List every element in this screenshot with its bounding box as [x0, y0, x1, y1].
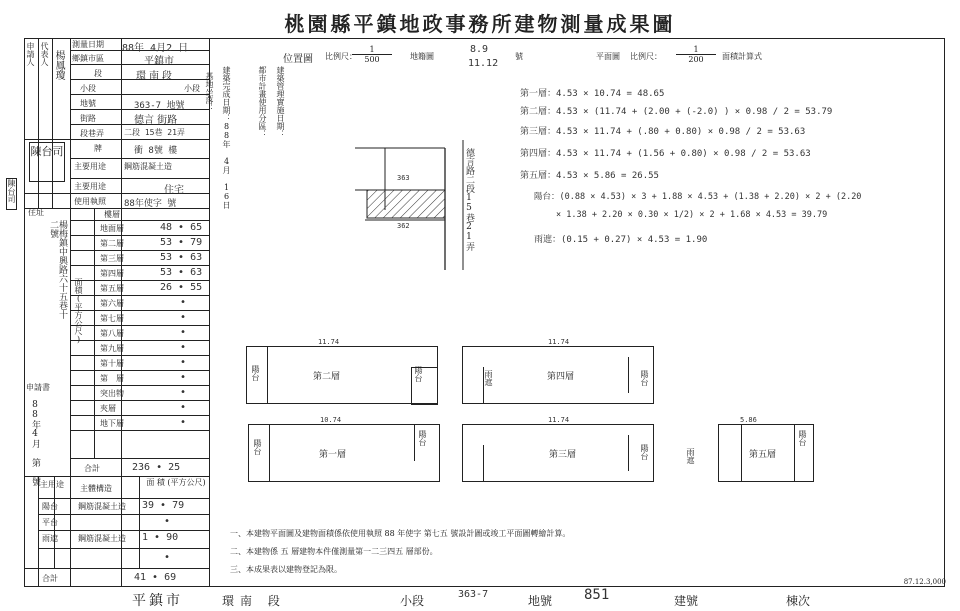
floor-row: 第十層 • [70, 355, 210, 371]
applicant-name: 楊鳳瓊 [53, 50, 64, 80]
plan-label: 平面圖 [596, 52, 620, 61]
lane-label: 段巷弄 [80, 129, 104, 138]
total-label: 合計 [84, 464, 100, 473]
location-scale: 1 500 [352, 45, 392, 64]
attached-total-label: 合計 [42, 574, 58, 583]
level-header: 樓層 [104, 210, 120, 219]
plan-label: 第三層 [549, 450, 577, 460]
version-code: 87.12.3,000 [903, 578, 946, 586]
note-2: 二、本建物係 五 層建物本件僅測量第一二三四五 層部份。 [230, 547, 438, 556]
floor-row: 夾層 • [70, 400, 210, 416]
completion-date: 建築完成日期：88年 4月 16日 [222, 66, 231, 209]
floor-row: 突出物 • [70, 385, 210, 401]
subsection-value: 小段 [184, 84, 200, 93]
footer-sheet-label: 棟次 [786, 594, 811, 608]
attached-struct: 鋼筋混凝土造 [78, 502, 126, 511]
doorno-label: 牌 [94, 144, 102, 153]
footer-bar [24, 587, 945, 609]
calc-line: × 1.38 + 2.20 × 0.30 × 1/2) × 2 + 1.68 × 4.53 = 39.79 [556, 210, 828, 220]
location-map-label: 位置圖 [283, 54, 313, 65]
applicant-label: 申請人 [26, 42, 35, 66]
note-1: 一、本建物平面圖及建物面積係依使用執照 88 年使字 第七五 號設計圖或竣工平面圖轉繪計算。 [230, 529, 571, 538]
map-no-top: 8.9 [470, 44, 489, 55]
section-value: 環南段 [136, 71, 175, 82]
floor-plan-2: 陽台 第二層 [246, 346, 438, 404]
name-stamp: 陳台司 [29, 142, 67, 186]
attached-use: 雨遮 [42, 534, 58, 543]
street-value: 德言 街路 [134, 115, 178, 126]
attached-use-header: 主用途 [40, 480, 64, 489]
permit-value: 88年使字 號 [124, 199, 177, 209]
floor-row: 第六層 • [70, 295, 210, 311]
city-value: 平鎮市 [144, 56, 174, 67]
attached-total-value: 41 • 69 [134, 572, 177, 583]
floor-row: 第九層 • [70, 340, 210, 356]
attached-use: 平台 [42, 518, 58, 527]
calc-line: 雨遮：(0.15 + 0.27) × 4.53 = 1.90 [534, 235, 708, 245]
area-calc-label: 面積計算式 [722, 52, 762, 61]
lot-b-label: 362 [397, 222, 410, 230]
footer-lot-label: 地號 [528, 594, 553, 608]
permit-label: 使用執照 [74, 197, 106, 206]
footer-lotno: 363-7 [458, 589, 489, 600]
street-label: 街路 [80, 114, 96, 123]
plan-label: 第一層 [319, 450, 347, 460]
struct-label: 主要用途 [74, 182, 106, 191]
applicant-address: 楊梅鎮中興路六十五巷十二號 [48, 220, 67, 319]
calc-line: 第一層：4.53 × 10.74 = 48.65 [520, 89, 665, 99]
floor-plan-3 [462, 424, 654, 482]
plan-scale: 1 200 [676, 45, 716, 64]
calc-line: 第二層：4.53 × (11.74 + (2.00 + (-2.0) ) × 0.98 / 2 = 53.79 [520, 107, 833, 117]
filing-label: 申請書 [26, 383, 50, 392]
base-location-label: 基地坐落： [205, 72, 214, 112]
survey-date-label: 測量日期 [72, 40, 104, 49]
floor-row: 第七層 • [70, 310, 210, 326]
road-label: 德言路二段15巷21弄 [464, 148, 474, 251]
mgmt-date-label: 建築管理實施日期： [276, 66, 285, 138]
main-use-label: 主要用途 [74, 162, 106, 171]
footer-city: 平鎮市 [132, 593, 183, 609]
city-label: 鄉鎮市區 [72, 54, 104, 63]
floor-row: 第 層 • [70, 370, 210, 386]
floor-row: 第三層 53 • 63 [70, 250, 210, 266]
filing-number: 88年4月 第 號 [30, 400, 40, 486]
attached-area: 39 • 79 [142, 500, 185, 511]
attached-area: • [164, 552, 171, 563]
doorno-value: 衝 8號 樓 [134, 146, 178, 156]
plan-label: 第二層 [313, 372, 341, 382]
floor-row: 第五層 26 • 55 [70, 280, 210, 296]
footer-section: 環南 段 [222, 594, 286, 608]
plan-dim: 5.86 [740, 416, 757, 424]
calc-line: 陽台：(0.88 × 4.53) × 3 + 1.88 × 4.53 + (1.38 + 2.20) × 2 + (2.20 [534, 192, 862, 202]
zoning-label: 都市計畫使用分區： [258, 66, 267, 138]
plan-dim: 10.74 [320, 416, 342, 424]
document-title: 桃園縣平鎮地政事務所建物測量成果圖 [284, 12, 676, 36]
representative-label: 代表人 [40, 42, 49, 66]
footer-bldg-no: 851 [584, 587, 610, 603]
subsection-label: 小段 [80, 84, 96, 93]
side-stamp: 陳台司 [6, 178, 22, 212]
plan-dim: 11.74 [318, 338, 340, 346]
cadastral-map-label: 地籍圖 [410, 52, 434, 61]
attached-struct-header: 主體構造 [80, 484, 112, 493]
plan-label: 第四層 [547, 372, 575, 382]
calc-line: 第五層：4.53 × 5.86 = 26.55 [520, 171, 659, 181]
lotno-value: 363-7 地號 [134, 101, 185, 111]
total-value: 236 • 25 [132, 462, 181, 473]
attached-area-header: 面 積 (平方公尺) [146, 478, 206, 487]
floor-row: 第八層 • [70, 325, 210, 341]
floor-plan-1: 陽台 第一層 [248, 424, 440, 482]
attached-use: 陽台 [42, 502, 58, 511]
attached-area: • [164, 516, 171, 527]
section-label: 段 [94, 69, 102, 78]
area-unit-label: 面積(平方公尺) [74, 278, 83, 344]
plan-scale-label: 比例尺： [630, 52, 662, 61]
floor-row: 地下層 • [70, 415, 210, 431]
left-info-panel [7, 38, 210, 587]
floor-row: 地面層 48 • 65 [70, 220, 210, 236]
attached-struct: 鋼筋混凝土造 [78, 534, 126, 543]
plan-label: 第五層 [749, 450, 777, 460]
lane-value: 二段 15巷 21弄 [124, 128, 185, 137]
footer-subsection: 小段 [400, 594, 425, 608]
main-use-value: 鋼筋混凝土造 [124, 162, 172, 171]
floor-row: 第四層 53 • 63 [70, 265, 210, 281]
map-no-label: 號 [515, 52, 523, 61]
attached-area: 1 • 90 [142, 532, 179, 543]
location-scale-label: 比例尺： [325, 52, 357, 61]
lotno-label: 地號 [80, 99, 96, 108]
plan-dim: 11.74 [548, 338, 570, 346]
survey-date: 88年 4月2 日 [122, 43, 189, 54]
lot-a-label: 363 [397, 174, 410, 182]
calc-line: 第四層：4.53 × 11.74 + (1.56 + 0.80) × 0.98 / 2 = 53.63 [520, 149, 811, 159]
map-no-bottom: 11.12 [468, 58, 499, 69]
calc-line: 第三層：4.53 × 11.74 + (.80 + 0.80) × 0.98 / 2 = 53.63 [520, 127, 806, 137]
address-label: 住址 [28, 208, 44, 217]
struct-value: 住宅 [164, 185, 184, 196]
plan-dim: 11.74 [548, 416, 570, 424]
target-lot [367, 190, 445, 218]
location-map [345, 120, 505, 270]
floor-row: 第二層 53 • 79 [70, 235, 210, 251]
footer-bldg-label: 建號 [674, 594, 699, 608]
note-3: 三、本成果表以建物登記為限。 [230, 565, 342, 574]
